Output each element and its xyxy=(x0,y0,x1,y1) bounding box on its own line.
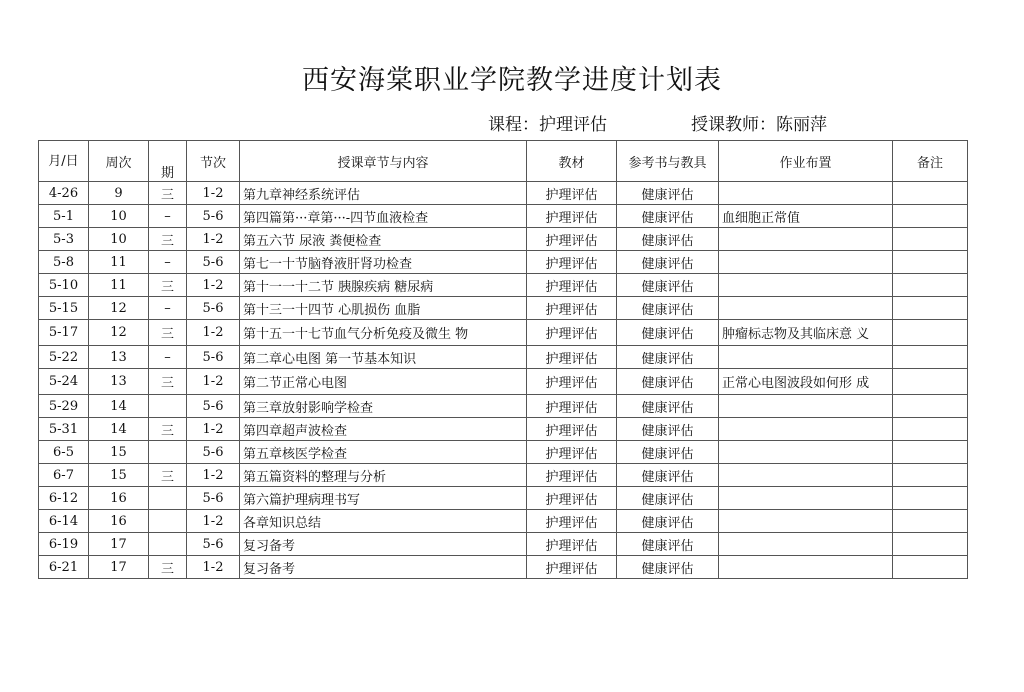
cell-reference: 健康评估 xyxy=(617,464,719,487)
cell-weekday: 三 xyxy=(149,274,187,297)
cell-remarks xyxy=(893,441,968,464)
cell-textbook: 护理评估 xyxy=(527,395,617,418)
cell-weekday: – xyxy=(149,297,187,320)
cell-remarks xyxy=(893,320,968,346)
cell-weekday: 三 xyxy=(149,418,187,441)
cell-homework: 肿瘤标志物及其临床意 义 xyxy=(719,320,893,346)
cell-reference: 健康评估 xyxy=(617,205,719,228)
cell-date: 6-7 xyxy=(39,464,89,487)
cell-textbook: 护理评估 xyxy=(527,182,617,205)
cell-weekday: 三 xyxy=(149,182,187,205)
cell-weekday: 三 xyxy=(149,464,187,487)
cell-textbook: 护理评估 xyxy=(527,228,617,251)
cell-remarks xyxy=(893,464,968,487)
cell-remarks xyxy=(893,297,968,320)
cell-week: 10 xyxy=(89,228,149,251)
cell-textbook: 护理评估 xyxy=(527,274,617,297)
cell-week: 12 xyxy=(89,320,149,346)
cell-reference: 健康评估 xyxy=(617,487,719,510)
table-row xyxy=(39,251,968,274)
cell-homework xyxy=(719,251,893,274)
cell-reference: 健康评估 xyxy=(617,533,719,556)
table-row xyxy=(39,205,968,228)
cell-homework: 血细胞正常值 xyxy=(719,205,893,228)
cell-date: 5-24 xyxy=(39,369,89,395)
cell-homework: 正常心电图波段如何形 成 xyxy=(719,369,893,395)
table-row xyxy=(39,182,968,205)
cell-period: 5-6 xyxy=(187,441,240,464)
cell-period: 1-2 xyxy=(187,464,240,487)
cell-remarks xyxy=(893,346,968,369)
cell-content: 第十三一十四节 心肌损伤 血脂 xyxy=(240,297,527,320)
table-row xyxy=(39,464,968,487)
cell-period: 1-2 xyxy=(187,228,240,251)
cell-weekday xyxy=(149,533,187,556)
cell-period: 1-2 xyxy=(187,510,240,533)
cell-content: 第五篇资料的整理与分析 xyxy=(240,464,527,487)
cell-homework xyxy=(719,441,893,464)
cell-content: 第四章超声波检查 xyxy=(240,418,527,441)
cell-date: 5-29 xyxy=(39,395,89,418)
table-row xyxy=(39,441,968,464)
schedule-table xyxy=(38,140,968,579)
cell-week: 13 xyxy=(89,346,149,369)
table-row xyxy=(39,487,968,510)
cell-textbook: 护理评估 xyxy=(527,205,617,228)
cell-week: 15 xyxy=(89,464,149,487)
cell-week: 16 xyxy=(89,510,149,533)
cell-weekday xyxy=(149,510,187,533)
cell-week: 11 xyxy=(89,251,149,274)
teacher-label: 授课教师：陈丽萍 xyxy=(691,115,827,135)
cell-period: 5-6 xyxy=(187,395,240,418)
header-reference: 参考书与教具 xyxy=(617,141,719,182)
cell-content: 第九章神经系统评估 xyxy=(240,182,527,205)
cell-date: 5-31 xyxy=(39,418,89,441)
cell-week: 9 xyxy=(89,182,149,205)
cell-week: 14 xyxy=(89,418,149,441)
cell-textbook: 护理评估 xyxy=(527,441,617,464)
cell-reference: 健康评估 xyxy=(617,320,719,346)
cell-weekday: 三 xyxy=(149,228,187,251)
header-textbook: 教材 xyxy=(527,141,617,182)
cell-week: 17 xyxy=(89,533,149,556)
cell-reference: 健康评估 xyxy=(617,418,719,441)
cell-reference: 健康评估 xyxy=(617,369,719,395)
cell-date: 5-10 xyxy=(39,274,89,297)
cell-remarks xyxy=(893,487,968,510)
cell-period: 1-2 xyxy=(187,274,240,297)
cell-textbook: 护理评估 xyxy=(527,556,617,579)
cell-homework xyxy=(719,556,893,579)
cell-weekday: 三 xyxy=(149,369,187,395)
table-row xyxy=(39,418,968,441)
cell-content: 复习备考 xyxy=(240,533,527,556)
cell-remarks xyxy=(893,369,968,395)
cell-date: 5-1 xyxy=(39,205,89,228)
cell-content: 第十一一十二节 胰腺疾病 糖尿病 xyxy=(240,274,527,297)
document-title: 西安海棠职业学院教学进度计划表 xyxy=(302,65,722,96)
cell-homework xyxy=(719,297,893,320)
cell-week: 14 xyxy=(89,395,149,418)
cell-content: 第二节正常心电图 xyxy=(240,369,527,395)
cell-date: 5-17 xyxy=(39,320,89,346)
cell-textbook: 护理评估 xyxy=(527,297,617,320)
cell-remarks xyxy=(893,395,968,418)
cell-period: 5-6 xyxy=(187,533,240,556)
cell-period: 5-6 xyxy=(187,487,240,510)
cell-textbook: 护理评估 xyxy=(527,369,617,395)
cell-period: 1-2 xyxy=(187,369,240,395)
cell-week: 11 xyxy=(89,274,149,297)
cell-textbook: 护理评估 xyxy=(527,487,617,510)
cell-homework xyxy=(719,533,893,556)
cell-weekday: – xyxy=(149,346,187,369)
cell-period: 1-2 xyxy=(187,556,240,579)
cell-content: 第六篇护理病理书写 xyxy=(240,487,527,510)
cell-weekday xyxy=(149,441,187,464)
cell-weekday xyxy=(149,395,187,418)
cell-week: 13 xyxy=(89,369,149,395)
cell-reference: 健康评估 xyxy=(617,228,719,251)
cell-reference: 健康评估 xyxy=(617,251,719,274)
table-row xyxy=(39,395,968,418)
table-header-row xyxy=(39,141,968,182)
cell-content: 各章知识总结 xyxy=(240,510,527,533)
cell-weekday: – xyxy=(149,205,187,228)
cell-homework xyxy=(719,274,893,297)
cell-date: 6-14 xyxy=(39,510,89,533)
cell-reference: 健康评估 xyxy=(617,441,719,464)
cell-textbook: 护理评估 xyxy=(527,251,617,274)
table-row xyxy=(39,346,968,369)
cell-textbook: 护理评估 xyxy=(527,510,617,533)
cell-reference: 健康评估 xyxy=(617,510,719,533)
header-period: 节次 xyxy=(187,141,240,182)
cell-reference: 健康评估 xyxy=(617,346,719,369)
cell-weekday xyxy=(149,487,187,510)
cell-weekday: – xyxy=(149,251,187,274)
table-row xyxy=(39,320,968,346)
cell-reference: 健康评估 xyxy=(617,556,719,579)
cell-date: 6-12 xyxy=(39,487,89,510)
table-row xyxy=(39,274,968,297)
cell-period: 1-2 xyxy=(187,182,240,205)
header-date: 月/日 xyxy=(39,141,89,182)
cell-period: 1-2 xyxy=(187,320,240,346)
cell-content: 第五六节 尿液 粪便检查 xyxy=(240,228,527,251)
cell-weekday: 三 xyxy=(149,556,187,579)
cell-period: 5-6 xyxy=(187,251,240,274)
cell-reference: 健康评估 xyxy=(617,274,719,297)
cell-date: 5-8 xyxy=(39,251,89,274)
cell-remarks xyxy=(893,510,968,533)
header-homework: 作业布置 xyxy=(719,141,893,182)
cell-textbook: 护理评估 xyxy=(527,533,617,556)
cell-remarks xyxy=(893,251,968,274)
cell-week: 10 xyxy=(89,205,149,228)
cell-date: 5-3 xyxy=(39,228,89,251)
cell-remarks xyxy=(893,182,968,205)
cell-homework xyxy=(719,346,893,369)
cell-remarks xyxy=(893,228,968,251)
cell-homework xyxy=(719,395,893,418)
cell-remarks xyxy=(893,205,968,228)
cell-homework xyxy=(719,418,893,441)
table-row xyxy=(39,556,968,579)
table-row xyxy=(39,533,968,556)
header-week: 周次 xyxy=(89,141,149,182)
cell-homework xyxy=(719,464,893,487)
cell-textbook: 护理评估 xyxy=(527,320,617,346)
cell-textbook: 护理评估 xyxy=(527,464,617,487)
cell-period: 5-6 xyxy=(187,205,240,228)
cell-period: 1-2 xyxy=(187,418,240,441)
cell-content: 第三章放射影响学检查 xyxy=(240,395,527,418)
cell-reference: 健康评估 xyxy=(617,395,719,418)
cell-homework xyxy=(719,510,893,533)
cell-homework xyxy=(719,228,893,251)
cell-textbook: 护理评估 xyxy=(527,346,617,369)
cell-date: 5-22 xyxy=(39,346,89,369)
cell-week: 12 xyxy=(89,297,149,320)
cell-remarks xyxy=(893,556,968,579)
cell-content: 复习备考 xyxy=(240,556,527,579)
cell-homework xyxy=(719,182,893,205)
cell-reference: 健康评估 xyxy=(617,297,719,320)
header-remarks: 备注 xyxy=(893,141,968,182)
table-row xyxy=(39,228,968,251)
cell-textbook: 护理评估 xyxy=(527,418,617,441)
cell-content: 第七一十节脑脊液肝肾功检查 xyxy=(240,251,527,274)
cell-homework xyxy=(719,487,893,510)
table-row xyxy=(39,510,968,533)
cell-content: 第二章心电图 第一节基本知识 xyxy=(240,346,527,369)
cell-date: 6-5 xyxy=(39,441,89,464)
course-label: 课程：护理评估 xyxy=(488,115,607,135)
cell-weekday: 三 xyxy=(149,320,187,346)
cell-week: 15 xyxy=(89,441,149,464)
cell-date: 6-21 xyxy=(39,556,89,579)
table-row xyxy=(39,297,968,320)
cell-remarks xyxy=(893,533,968,556)
cell-date: 5-15 xyxy=(39,297,89,320)
cell-week: 16 xyxy=(89,487,149,510)
cell-period: 5-6 xyxy=(187,346,240,369)
cell-reference: 健康评估 xyxy=(617,182,719,205)
cell-content: 第四篇第···章第···-四节血液检查 xyxy=(240,205,527,228)
header-weekday: 期 xyxy=(149,141,187,182)
cell-remarks xyxy=(893,274,968,297)
cell-date: 4-26 xyxy=(39,182,89,205)
table-row xyxy=(39,369,968,395)
cell-remarks xyxy=(893,418,968,441)
cell-content: 第十五一十七节血气分析免疫及微生 物 xyxy=(240,320,527,346)
header-content: 授课章节与内容 xyxy=(240,141,527,182)
cell-content: 第五章核医学检查 xyxy=(240,441,527,464)
cell-date: 6-19 xyxy=(39,533,89,556)
cell-period: 5-6 xyxy=(187,297,240,320)
cell-week: 17 xyxy=(89,556,149,579)
